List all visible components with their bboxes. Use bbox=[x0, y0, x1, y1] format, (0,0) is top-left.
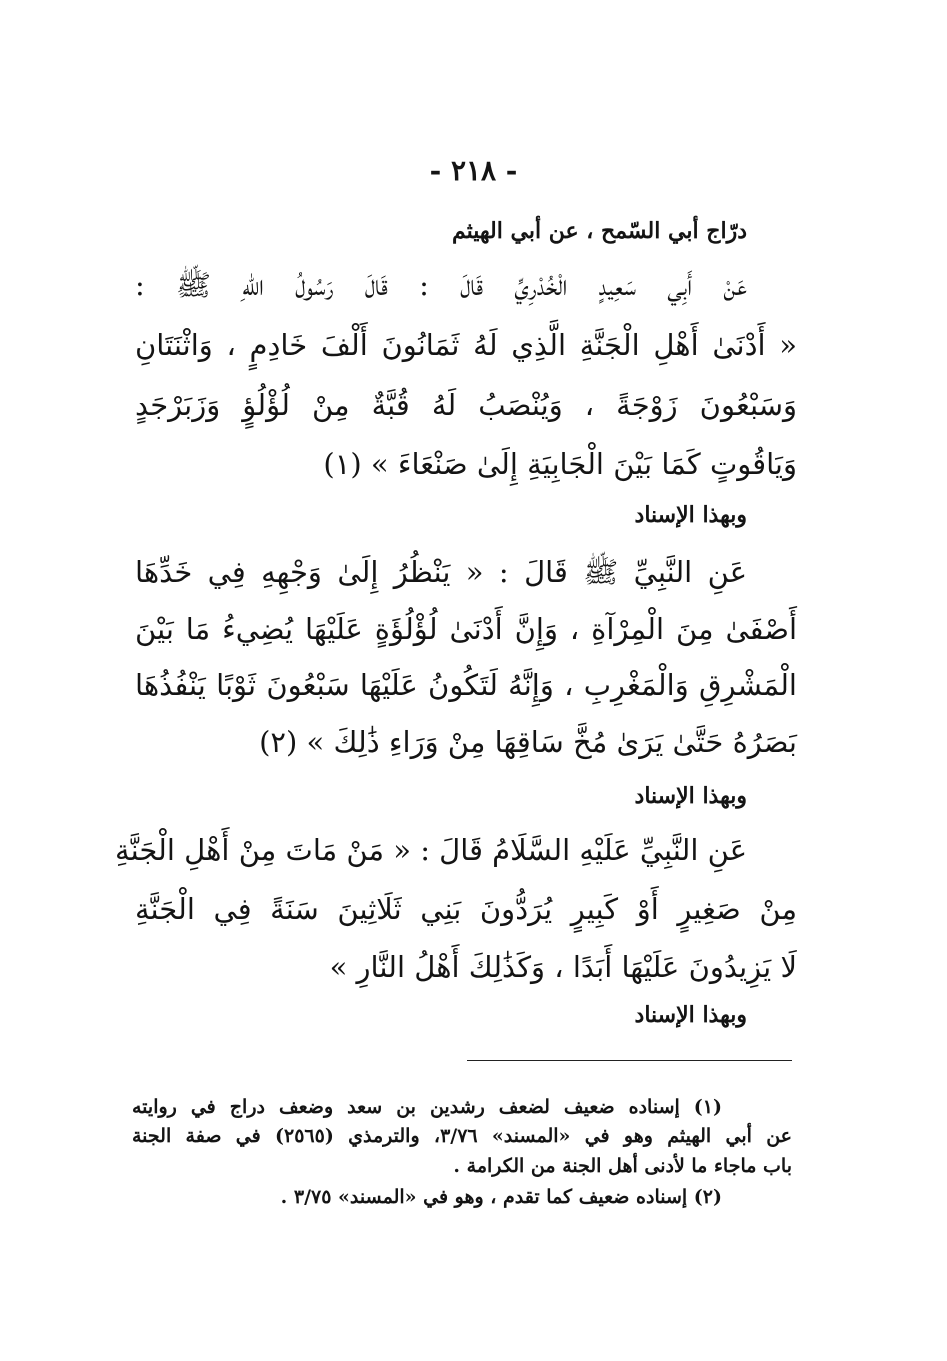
hadith-1-line-1: عَنْ أَبِي سَعِيدٍ الْخُدْرِيِّ قَالَ : قَالَ رَسُولُ اللهِ ﷺ : bbox=[135, 268, 747, 302]
footnote-separator bbox=[467, 1060, 792, 1061]
hadith-2-line-2: أَصْفَىٰ مِنَ الْمِرْآةِ ، وَإِنَّ أَدْنَىٰ لُؤْلُؤَةٍ عَلَيْهَا يُضِيءُ مَا بَيْنَ bbox=[135, 612, 797, 646]
isnad-note-1: وبهذا الإسناد bbox=[634, 502, 747, 528]
hadith-3-line-2: مِنْ صَغِيرٍ أَوْ كَبِيرٍ يُرَدُّونَ بَنِي ثَلَاثِينَ سَنَةً فِي الْجَنَّةِ bbox=[135, 892, 797, 926]
footnote-1-line-3: باب ماجاء ما لأدنى أهل الجنة من الكرامة . bbox=[453, 1155, 792, 1177]
hadith-1-line-4: وَيَاقُوتٍ كَمَا بَيْنَ الْجَابِيَةِ إِلَىٰ صَنْعَاءَ » (١) bbox=[323, 447, 797, 481]
hadith-1-line-2: « أَدْنَىٰ أَهْلِ الْجَنَّةِ الَّذِي لَهُ ثَمَانُونَ أَلْفَ خَادِمٍ ، وَاثْنَتَانِ bbox=[135, 328, 797, 362]
isnad-note-3: وبهذا الإسناد bbox=[634, 1002, 747, 1028]
hadith-3-line-1: عَنِ النَّبِيِّ عَلَيْهِ السَّلَامُ قَالَ : « مَنْ مَاتَ مِنْ أَهْلِ الْجَنَّةِ bbox=[115, 833, 747, 867]
footnote-1-line-1: (١) إسناده ضعيف لضعف رشدين بن سعد وضعف دراج في روايته bbox=[132, 1096, 722, 1118]
hadith-3-line-3: لَا يَزِيدُونَ عَلَيْهَا أَبَدًا ، وَكَذَٰلِكَ أَهْلُ النَّارِ » bbox=[329, 950, 797, 984]
isnad-note-2: وبهذا الإسناد bbox=[634, 783, 747, 809]
chain-header: درّاج أبي السّمح ، عن أبي الهيثم bbox=[451, 218, 747, 244]
hadith-2-line-1: عَنِ النَّبِيِّ ﷺ قَالَ : « يَنْظُرُ إِلَىٰ وَجْهِهِ فِي خَدِّهَا bbox=[135, 555, 747, 589]
hadith-2-line-3: الْمَشْرِقِ وَالْمَغْرِبِ ، وَإِنَّهُ لَتَكُونُ عَلَيْهَا سَبْعُونَ ثَوْبًا يَنْفُذُهَا bbox=[135, 668, 797, 702]
footnote-1-line-2: عن أبي الهيثم وهو في «المسند» ٣/٧٦، والترمذي (٢٥٦٥) في صفة الجنة bbox=[132, 1125, 792, 1147]
hadith-2-line-4: بَصَرُهُ حَتَّىٰ يَرَىٰ مُخَّ سَاقِهَا مِنْ وَرَاءِ ذَٰلِكَ » (٢) bbox=[259, 725, 797, 759]
footnote-2: (٢) إسناده ضعيف كما تقدم ، وهو في «المسند» ٣/٧٥ . bbox=[280, 1186, 722, 1208]
hadith-1-line-3: وَسَبْعُونَ زَوْجَةً ، وَيُنْصَبُ لَهُ قُبَّةٌ مِنْ لُؤْلُؤٍ وَزَبَرْجَدٍ bbox=[135, 388, 797, 422]
page-number: - ٢١٨ - bbox=[429, 154, 518, 187]
